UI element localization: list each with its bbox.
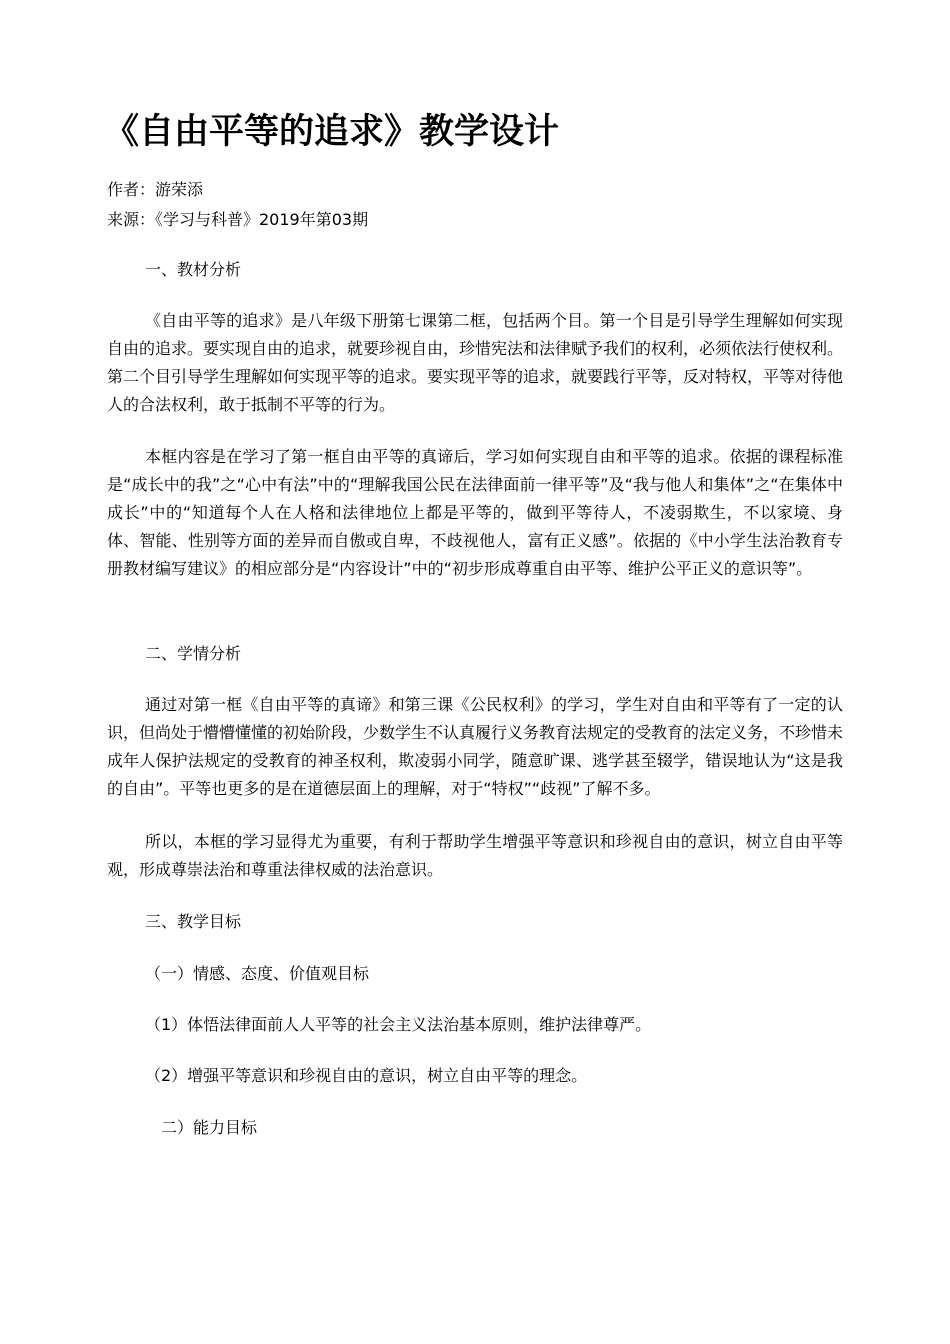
subheading-ability-goal: 二）能力目标: [161, 1118, 258, 1137]
source-line: 来源：《学习与科普》2019年第03期: [107, 210, 369, 229]
document-title: 《自由平等的追求》教学设计: [104, 112, 560, 152]
paragraph: 通过对第一框《自由平等的真谛》和第三课《公民权利》的学习，学生对自由和平等有了一定的认识，但尚处于懵懵懂懂的初始阶段，少数学生不认真履行义务教育法规定的受教育的法定义务，不珍惜未成年人保护法规定的受教育的神圣权利，欺凌弱小同学，随意旷课、逃学甚至辍学，错误地认为“这是我的自由”。平等也更多的是在道德层面上的理解，对于“特权”“歧视”了解不多。: [107, 695, 844, 798]
subheading-values-goal: （一）情感、态度、价值观目标: [145, 964, 370, 983]
section-heading-student-analysis: 二、学情分析: [145, 644, 242, 663]
section-heading-teaching-goals: 三、教学目标: [145, 912, 242, 931]
paragraph: 本框内容是在学习了第一框自由平等的真谛后，学习如何实现自由和平等的追求。依据的课程标准是“成长中的我”之“心中有法”中的“理解我国公民在法律面前一律平等”及“我与他人和集体”之“在集体中成长”中的“知道每个人在人格和法律地位上都是平等的，做到平等待人，不凌弱欺生，不以家境、身体、智能、性别等方面的差异而自傲或自卑，不歧视他人，富有正义感”。依据的《中小学生法治教育专册教材编写建议》的相应部分是“内容设计”中的“初步形成尊重自由平等、维护公平正义的意识等”。: [107, 447, 843, 578]
paragraph: 所以，本框的学习显得尤为重要，有利于帮助学生增强平等意识和珍视自由的意识，树立自由平等观，形成尊崇法治和尊重法律权威的法治意识。: [107, 832, 843, 879]
section-heading-textbook-analysis: 一、教材分析: [145, 260, 242, 279]
paragraph: 《自由平等的追求》是八年级下册第七课第二框，包括两个目。第一个目是引导学生理解如何实现自由的追求。要实现自由的追求，就要珍视自由，珍惜宪法和法律赋予我们的权利，必须依法行使权利。第二个目引导学生理解如何实现平等的追求。要实现平等的追求，就要践行平等，反对特权，平等对待他人的合法权利，敢于抵制不平等的行为。: [107, 311, 844, 414]
goal-item: （2）增强平等意识和珍视自由的意识，树立自由平等的理念。: [145, 1066, 588, 1085]
author-line: 作者：游荣添: [107, 180, 204, 199]
goal-item: （1）体悟法律面前人人平等的社会主义法治基本原则，维护法律尊严。: [145, 1015, 652, 1034]
